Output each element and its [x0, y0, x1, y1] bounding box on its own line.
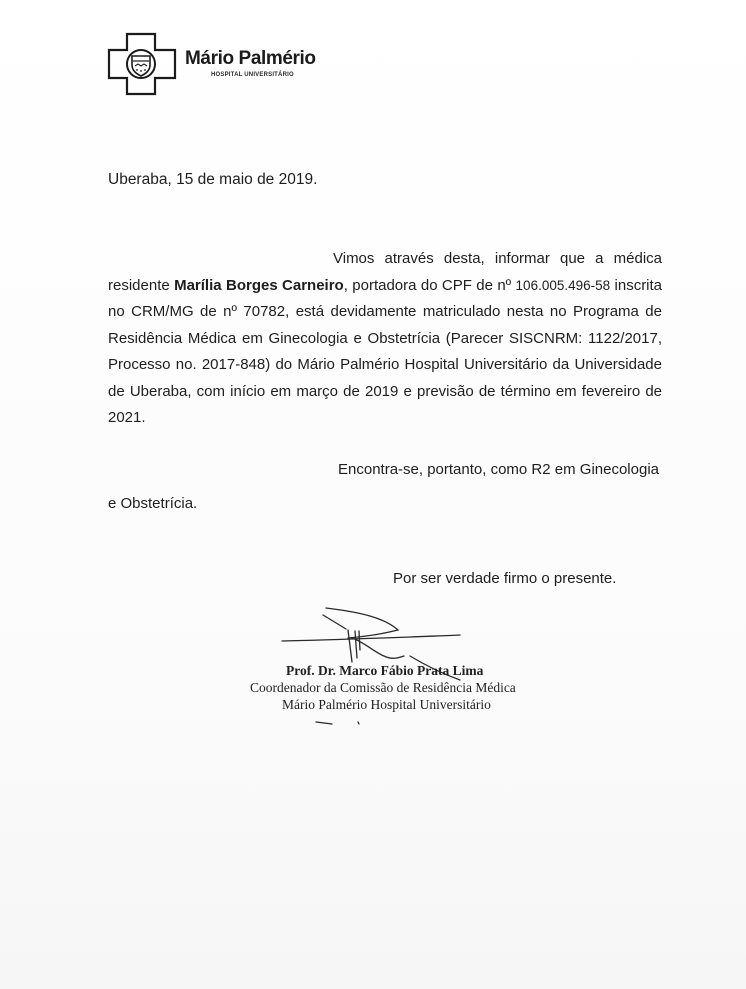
- date-line: Uberaba, 15 de maio de 2019.: [108, 171, 318, 188]
- signatory-institution: Mário Palmério Hospital Universitário: [282, 697, 491, 712]
- hospital-cross-shield-icon: [107, 32, 177, 96]
- resident-name: Marília Borges Carneiro: [174, 276, 344, 294]
- status-line-2: e Obstetrícia.: [108, 495, 198, 512]
- main-paragraph: [108, 246, 662, 432]
- signature-block: [250, 600, 590, 740]
- hospital-logo: [107, 32, 337, 96]
- signatory-role: Coordenador da Comissão de Residência Médica: [250, 680, 516, 695]
- paragraph-text-a: Vimos através desta, informar que a médica residente: [108, 250, 662, 294]
- logo-name: Mário Palmério: [185, 48, 316, 69]
- paragraph-text-c: inscrita no CRM/MG de nº 70782, está devidamente matriculado nesta no Programa de Residência Médica em Ginecologia e Obstetrícia (Parecer SISCNRM: 1122/2017, Processo no. 2017-848) do Mário Palmério Hospital Universitário da Universidade de Uberaba, com início em março de 2019 e previsão de término em fevereiro de 2021.: [108, 276, 663, 426]
- signatory-name: Prof. Dr. Marco Fábio Prata Lima: [286, 663, 484, 678]
- paragraph-text-b: , portadora do CPF de nº: [343, 276, 516, 294]
- cpf-number: 106.005.496-58: [515, 277, 611, 293]
- logo-subtitle: HOSPITAL UNIVERSITÁRIO: [211, 72, 294, 78]
- status-line-1: Encontra-se, portanto, como R2 em Ginecologia: [338, 461, 659, 478]
- closing-line: Por ser verdade firmo o presente.: [393, 570, 617, 587]
